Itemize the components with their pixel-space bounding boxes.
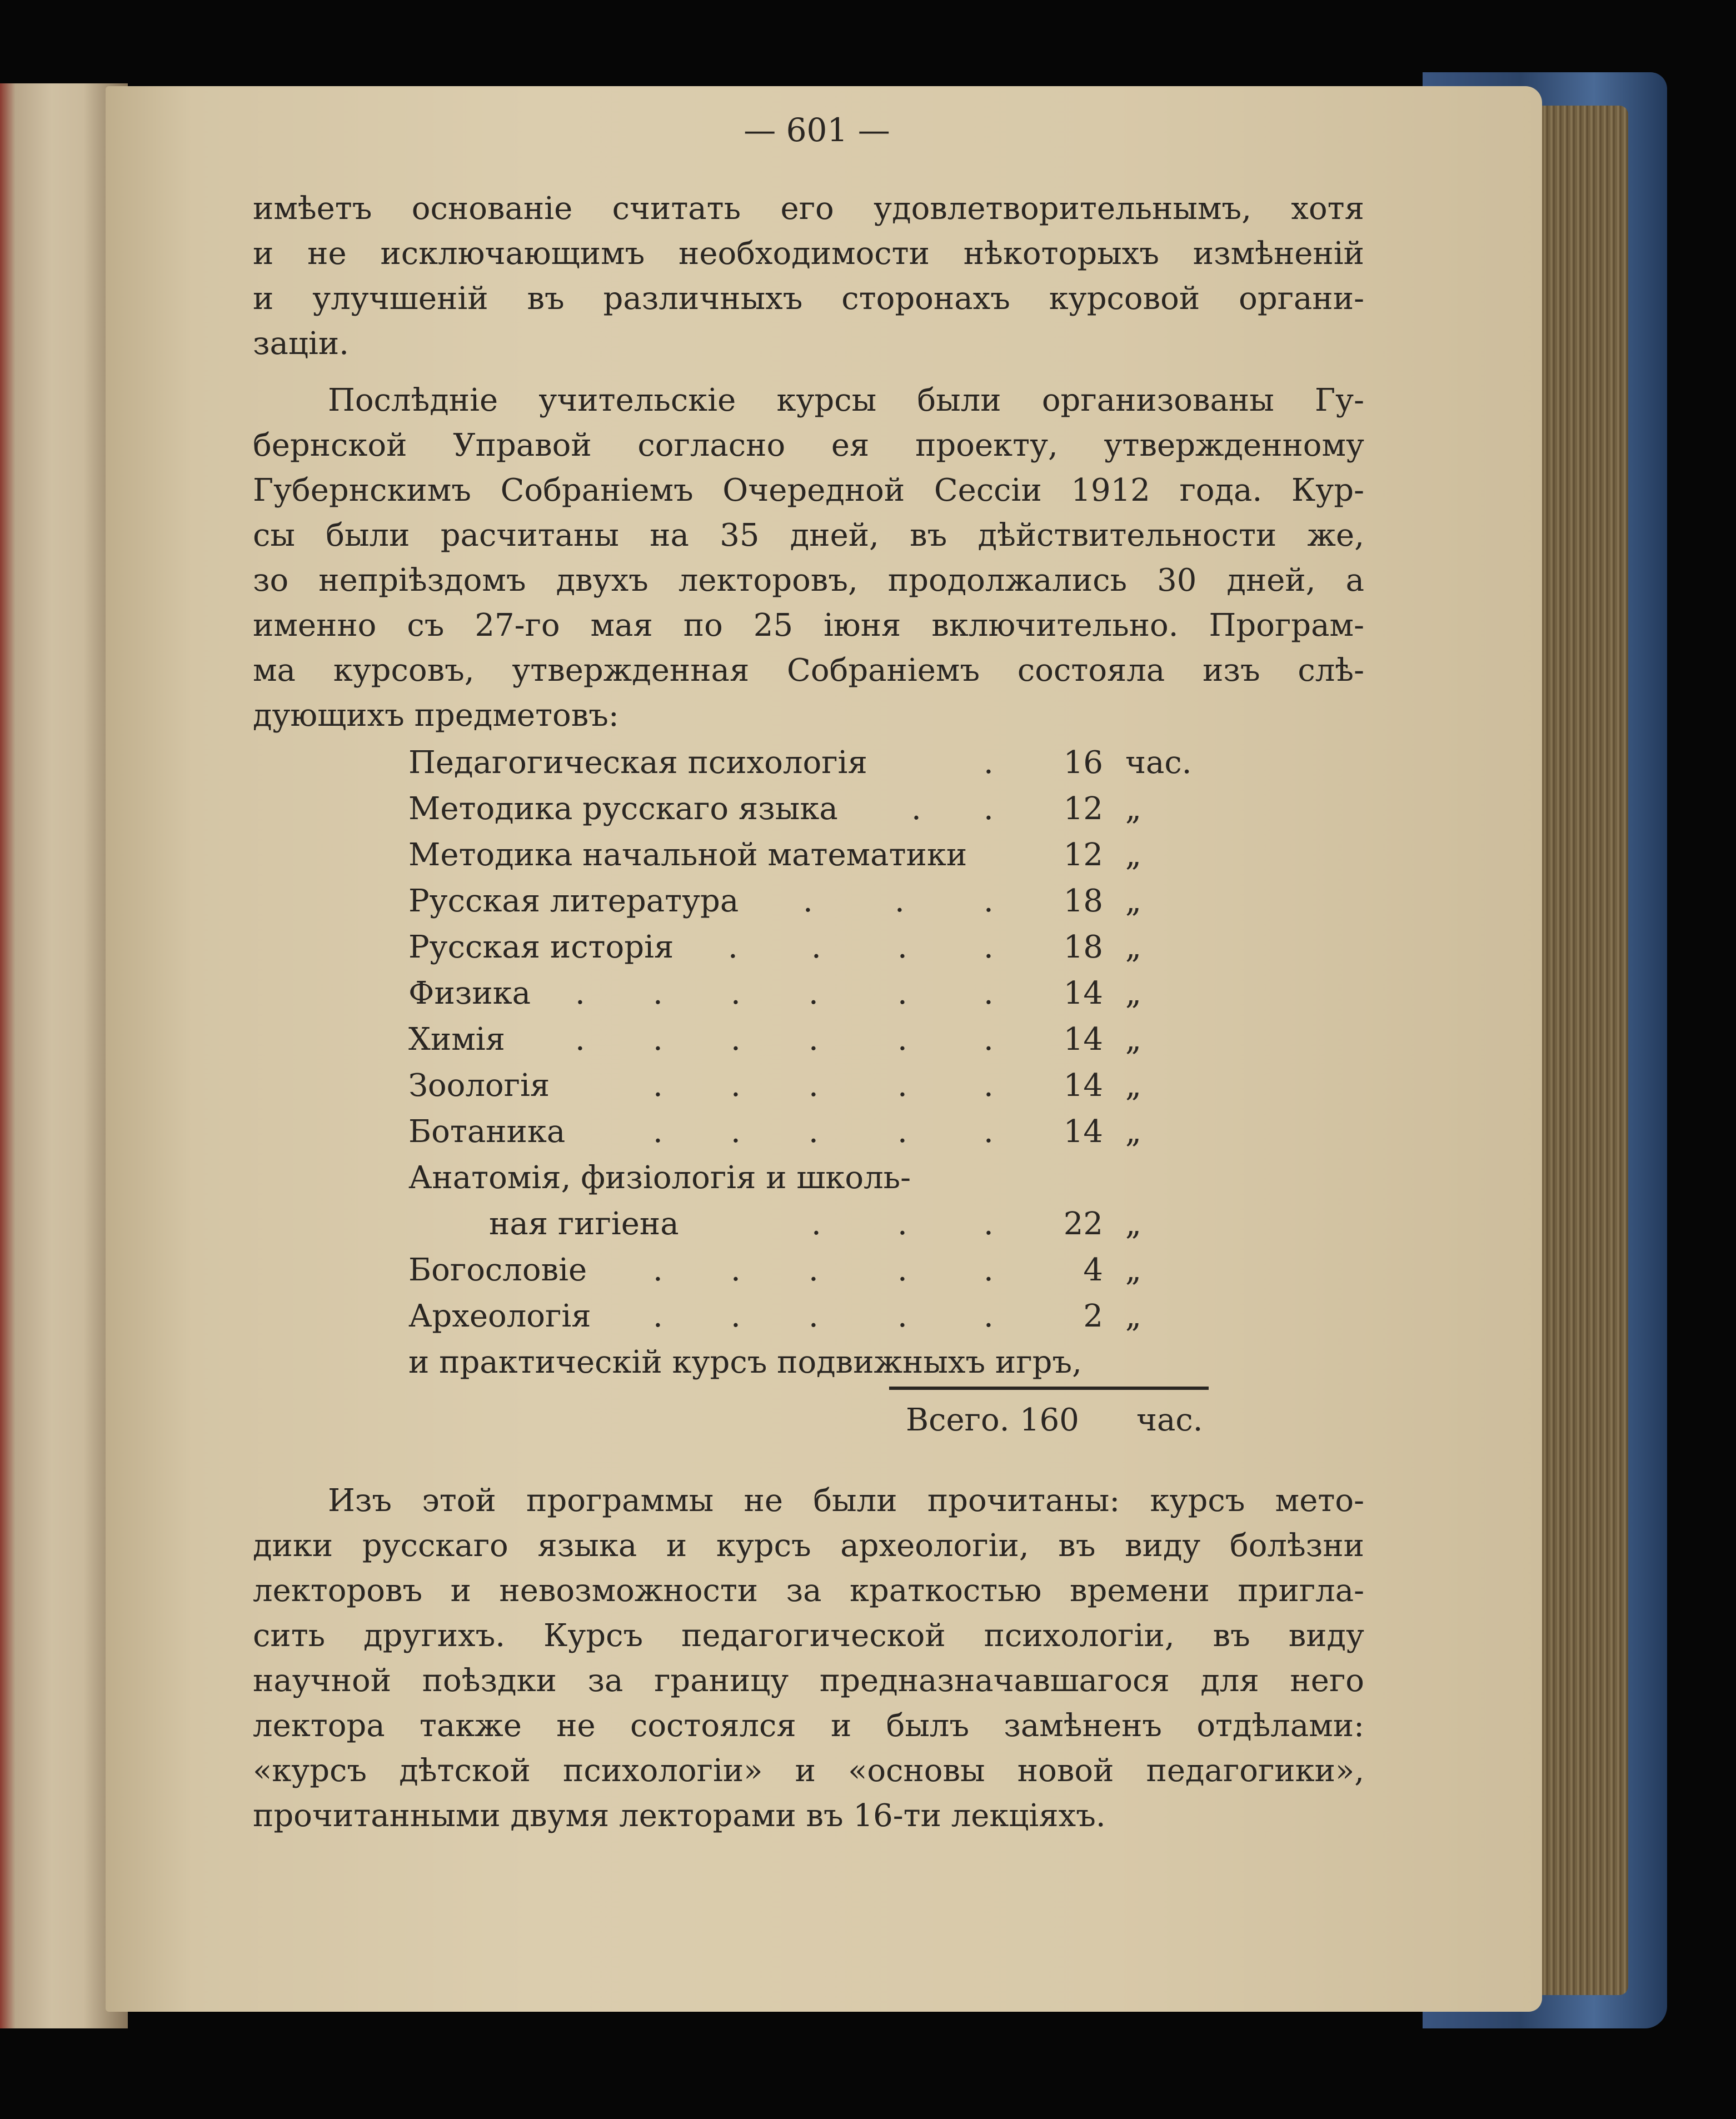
subject-name: Анатомія, физіологія и школь-: [408, 1160, 911, 1196]
subject-name: Химія: [408, 1021, 505, 1058]
leader-dots: .: [803, 883, 813, 919]
subject-row: [408, 1201, 1209, 1247]
page-number: — 601 —: [744, 111, 890, 149]
subject-unit: „: [1125, 1298, 1142, 1334]
leader-dots: .: [984, 975, 994, 1011]
leader-dots: .: [809, 1114, 819, 1150]
leader-dots: .: [984, 791, 994, 827]
subject-name: Педагогическая психологія: [408, 745, 867, 781]
subject-hours: 14: [1063, 1114, 1103, 1150]
subject-hours: 14: [1063, 975, 1103, 1011]
subject-row: [408, 1294, 1209, 1339]
leader-dots: .: [731, 1021, 741, 1058]
subject-row: [408, 1109, 1209, 1154]
subject-name: Зоологія: [408, 1068, 550, 1104]
leader-dots: .: [811, 1206, 821, 1242]
leader-dots: .: [984, 1021, 994, 1058]
text-line: научной поѣздки за границу предназначавшагося для него: [253, 1663, 1364, 1699]
text-line: прочитанными двумя лекторами въ 16-ти лекціяхъ.: [253, 1798, 1106, 1834]
subject-name: Русская литература: [408, 883, 739, 919]
leader-dots: .: [984, 1298, 994, 1334]
leader-dots: .: [809, 1021, 819, 1058]
subject-name: ная гигіена: [489, 1206, 679, 1242]
leader-dots: .: [984, 745, 994, 781]
subject-name: Археологія: [408, 1298, 591, 1334]
leader-dots: .: [897, 1021, 907, 1058]
text-line: Губернскимъ Собраніемъ Очередной Сессіи 1912 года. Кур-: [253, 472, 1364, 508]
leader-dots: .: [731, 1252, 741, 1288]
total-rule: [889, 1387, 1209, 1390]
leader-dots: .: [731, 1298, 741, 1334]
subject-hours: 18: [1063, 883, 1103, 919]
subject-unit: час.: [1125, 745, 1192, 781]
text-line: Изъ этой программы не были прочитаны: курсъ мето-: [328, 1483, 1364, 1519]
subject-unit: „: [1125, 1114, 1142, 1150]
text-line: Послѣдніе учительскіе курсы были организованы Гу-: [328, 382, 1364, 418]
leader-dots: .: [984, 1114, 994, 1150]
leader-dots: .: [895, 883, 905, 919]
leader-dots: .: [809, 1068, 819, 1104]
leader-dots: .: [809, 975, 819, 1011]
subject-hours: 16: [1063, 745, 1103, 781]
subject-name: Методика русскаго языка: [408, 791, 838, 827]
subject-hours: 4: [1083, 1252, 1103, 1288]
subject-row: [408, 879, 1209, 924]
text-line: и улучшеній въ различныхъ сторонахъ курсовой органи-: [253, 281, 1364, 317]
leader-dots: .: [897, 1206, 907, 1242]
leader-dots: .: [653, 1021, 663, 1058]
leader-dots: .: [809, 1252, 819, 1288]
text-line: бернской Управой согласно ея проекту, утвержденному: [253, 427, 1364, 463]
subject-row: [408, 1063, 1209, 1108]
subject-row: [408, 740, 1209, 785]
subject-name: и практическій курсъ подвижныхъ игръ,: [408, 1344, 1082, 1380]
leader-dots: .: [897, 1068, 907, 1104]
subject-row: [408, 1340, 1209, 1385]
subject-hours: 18: [1063, 929, 1103, 965]
leader-dots: .: [728, 929, 738, 965]
total-label: Всего.: [906, 1402, 1010, 1438]
subject-unit: „: [1125, 1206, 1142, 1242]
leader-dots: .: [653, 1298, 663, 1334]
subject-row: [408, 1248, 1209, 1293]
subject-row: [408, 832, 1209, 877]
subject-row: [408, 925, 1209, 970]
leader-dots: .: [575, 975, 585, 1011]
subject-unit: „: [1125, 975, 1142, 1011]
total-unit: час.: [1136, 1402, 1203, 1438]
subject-hours: 2: [1083, 1298, 1103, 1334]
subject-unit: „: [1125, 883, 1142, 919]
text-line: дики русскаго языка и курсъ археологіи, въ виду болѣзни: [253, 1528, 1364, 1564]
leader-dots: .: [984, 1068, 994, 1104]
leader-dots: .: [911, 791, 921, 827]
subject-unit: „: [1125, 1021, 1142, 1058]
subject-name: Методика начальной математики: [408, 837, 967, 873]
leader-dots: .: [653, 975, 663, 1011]
text-line: именно съ 27-го мая по 25 іюня включительно. Програм-: [253, 607, 1364, 644]
total-hours: 160: [1020, 1402, 1079, 1438]
leader-dots: .: [731, 1114, 741, 1150]
leader-dots: .: [897, 1298, 907, 1334]
subject-row: [408, 971, 1209, 1016]
subject-hours: 14: [1063, 1021, 1103, 1058]
text-line: ма курсовъ, утвержденная Собраніемъ состояла изъ слѣ-: [253, 652, 1364, 689]
leader-dots: .: [653, 1252, 663, 1288]
subject-name: Ботаника: [408, 1114, 566, 1150]
text-line: сы были расчитаны на 35 дней, въ дѣйствительности же,: [253, 517, 1364, 554]
subject-unit: „: [1125, 1068, 1142, 1104]
subject-hours: 22: [1063, 1206, 1103, 1242]
leader-dots: .: [984, 883, 994, 919]
subject-hours: 12: [1063, 791, 1103, 827]
subject-unit: „: [1125, 1252, 1142, 1288]
text-line: лектора также не состоялся и былъ замѣненъ отдѣлами:: [253, 1708, 1364, 1744]
leader-dots: .: [984, 929, 994, 965]
leader-dots: .: [809, 1298, 819, 1334]
text-line: и не исключающимъ необходимости нѣкоторыхъ измѣненій: [253, 236, 1364, 272]
leader-dots: .: [653, 1114, 663, 1150]
text-line: дующихъ предметовъ:: [253, 697, 619, 734]
subject-hours: 14: [1063, 1068, 1103, 1104]
subject-hours: 12: [1063, 837, 1103, 873]
text-line: «курсъ дѣтской психологіи» и «основы новой педагогики»,: [253, 1753, 1364, 1789]
subject-name: Физика: [408, 975, 531, 1011]
leader-dots: .: [897, 975, 907, 1011]
leader-dots: .: [731, 975, 741, 1011]
leader-dots: .: [897, 1114, 907, 1150]
subject-unit: „: [1125, 929, 1142, 965]
leader-dots: .: [653, 1068, 663, 1104]
subject-row: [408, 1017, 1209, 1062]
subject-row: [408, 1155, 1209, 1200]
text-line: имѣетъ основаніе считать его удовлетворительнымъ, хотя: [253, 191, 1364, 227]
leader-dots: .: [731, 1068, 741, 1104]
leader-dots: .: [811, 929, 821, 965]
text-line: сить другихъ. Курсъ педагогической психологіи, въ виду: [253, 1618, 1364, 1654]
text-line: зо непріѣздомъ двухъ лекторовъ, продолжались 30 дней, а: [253, 562, 1364, 599]
text-line: лекторовъ и невозможности за краткостью времени пригла-: [253, 1573, 1364, 1609]
subject-row: [408, 786, 1209, 831]
subject-unit: „: [1125, 791, 1142, 827]
subject-unit: „: [1125, 837, 1142, 873]
leader-dots: .: [984, 1252, 994, 1288]
leader-dots: .: [984, 1206, 994, 1242]
text-line: заціи.: [253, 326, 349, 362]
subject-name: Русская исторія: [408, 929, 674, 965]
leader-dots: .: [575, 1021, 585, 1058]
leader-dots: .: [897, 1252, 907, 1288]
subject-name: Богословіе: [408, 1252, 587, 1288]
leader-dots: .: [897, 929, 907, 965]
